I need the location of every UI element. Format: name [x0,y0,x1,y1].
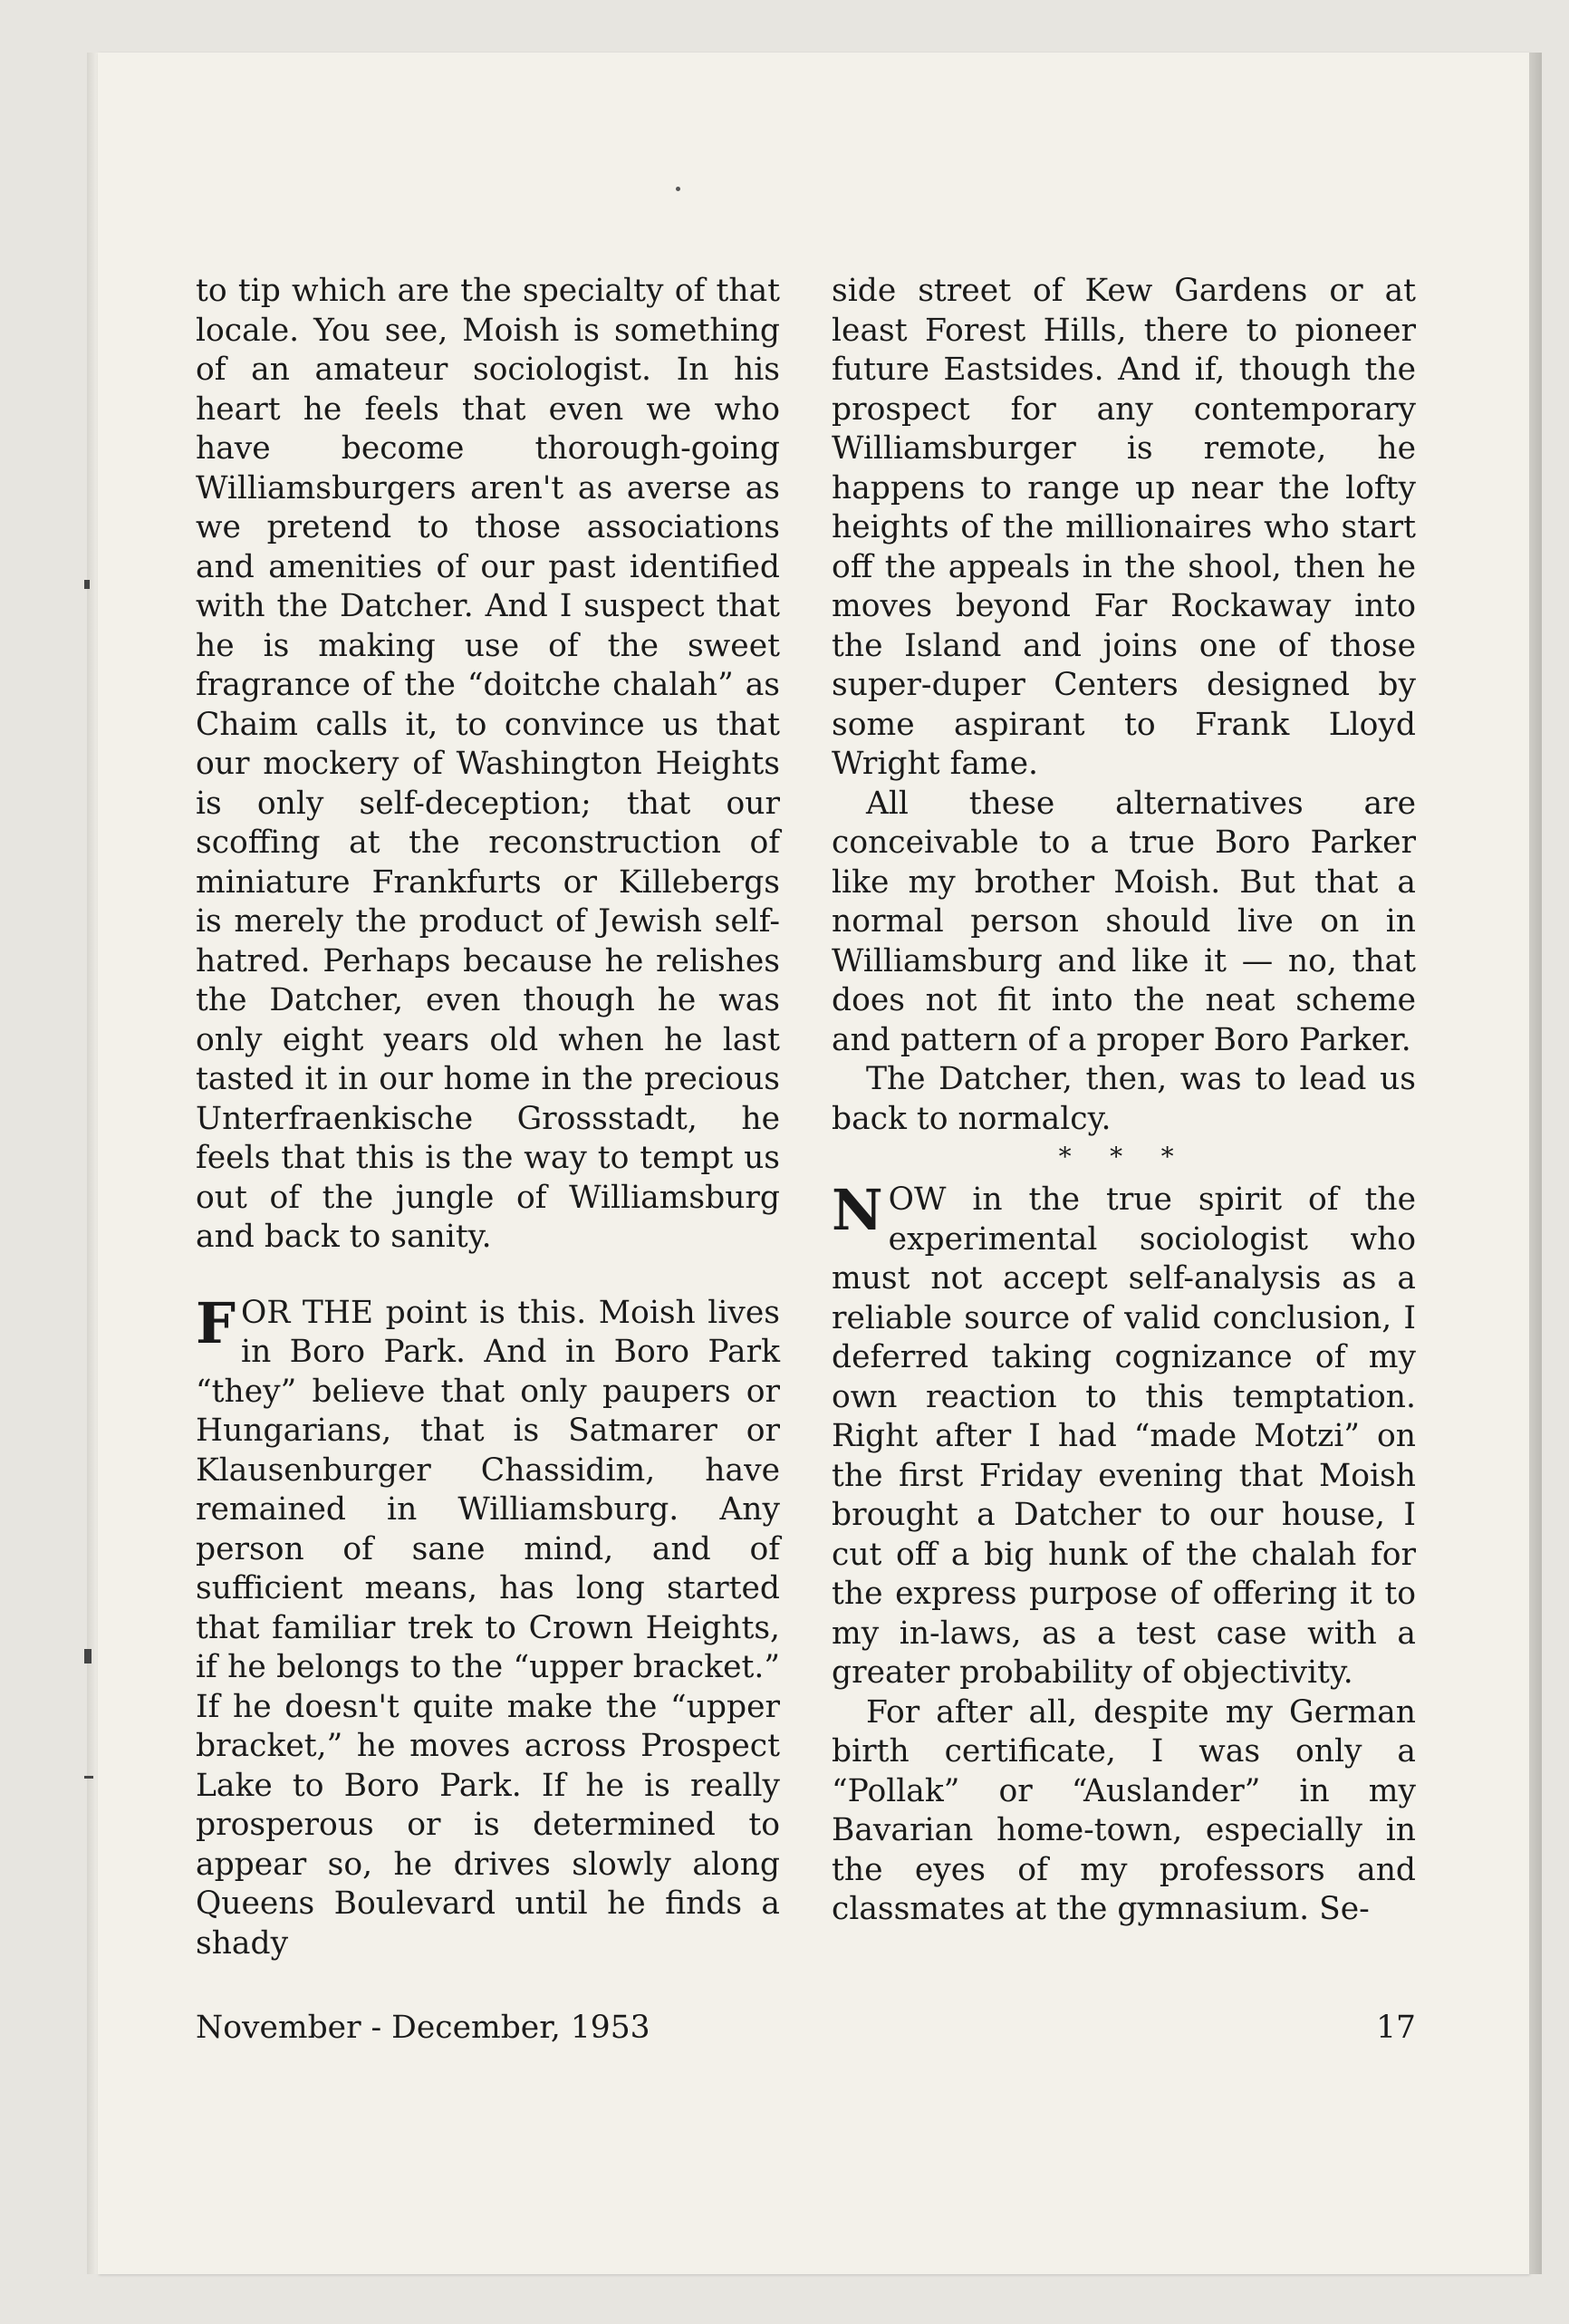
paragraph [832,1177,1416,1693]
paragraph-gap [196,1258,780,1294]
paragraph-text: point is this. Moish lives in Boro Park. And in Boro Park “they” believe that only paupers or Hungarians, that is Satmarer or Klausenburger Chassidim, have remained in Williamsburg. Any person of sane mind, and of sufficient means, has long started that familiar trek to Crown Heights, if he belongs to the “upper bracket.” If he doesn't quite make the “upper bracket,” he moves across Prospect Lake to Boro Park. If he is really prosperous or is determined to appear so, he drives slowly along Queens Boulevard until he finds a shady [196,1294,780,1962]
paragraph-text: in the true spirit of the experimental sociologist who must not accept self-analysis as a reliable source of valid conclusion, I deferred taking cognizance of my own reaction to this temptation. Right after I had “made Motzi” on the first Friday evening that Moish brought a Datcher to our house, I cut off a big hunk of the chalah for the express purpose of offering it to my in-laws, as a test case with a greater probability of objectivity. [832,1181,1416,1691]
drop-cap: F [196,1289,236,1356]
binding-mark [84,1776,93,1779]
issue-date: November - December, 1953 [196,2010,650,2046]
page-edge [1529,53,1542,2274]
lead-in: OR THE [241,1294,374,1331]
paragraph [196,1289,780,1964]
paragraph: side street of Kew Gardens or at least Forest Hills, there to pioneer future Eastsides. And if, though the prospect for any contemporary Williamsburger is remote, he happens to range up near the lofty heights of the millionaires who start off the appeals in the shool, then he moves beyond Far Rockaway into the Island and joins one of those super-duper Centers designed by some aspirant to Frank Lloyd Wright fame. [832,273,1416,782]
page-number: 17 [1376,2010,1416,2046]
paragraph: All these alternatives are conceivable to a true Boro Parker like my brother Moish. But that a normal person should live on in Williamsburg and like it — no, that does not fit into the neat scheme and pattern of a proper Boro Parker. [832,785,1416,1058]
ink-speck [676,187,680,191]
paragraph: to tip which are the specialty of that locale. You see, Moish is something of an amateur sociologist. In his heart he feels that even we who have become thorough-going Williamsburgers aren't as averse as we pretend to those associations and amenities of our past identified with the Datcher. And I suspect that he is making use of the sweet fragrance of the “doitche chalah” as Chaim calls it, to convince us that our mockery of Washington Heights is only self-deception; that our scoffing at the reconstruction of miniature Frankfurts or Killebergs is merely the product of Jewish self-hatred. Perhaps because he relishes the Datcher, even though he was only eight years old when he last tasted it in our home in the precious Unterfraenkische Grossstadt, he feels that this is the way to tempt us out of the jungle of Williamsburg and back to sanity. [196,273,780,1255]
paragraph: For after all, despite my German birth certificate, I was only a “Pollak” or “Auslander” in my Bavarian home-town, especially in the eyes of my professors and classmates at the gymnasium. Se- [832,1693,1416,1927]
lead-in: OW [888,1181,947,1218]
binding-spine [87,53,98,2274]
right-column [832,272,1416,1930]
drop-cap: N [832,1177,883,1243]
paragraph: The Datcher, then, was to lead us back to normalcy. [832,1061,1416,1137]
section-separator: * * * [1058,1142,1189,1172]
binding-mark [84,580,90,589]
left-column [196,272,780,1963]
binding-mark [84,1649,91,1663]
